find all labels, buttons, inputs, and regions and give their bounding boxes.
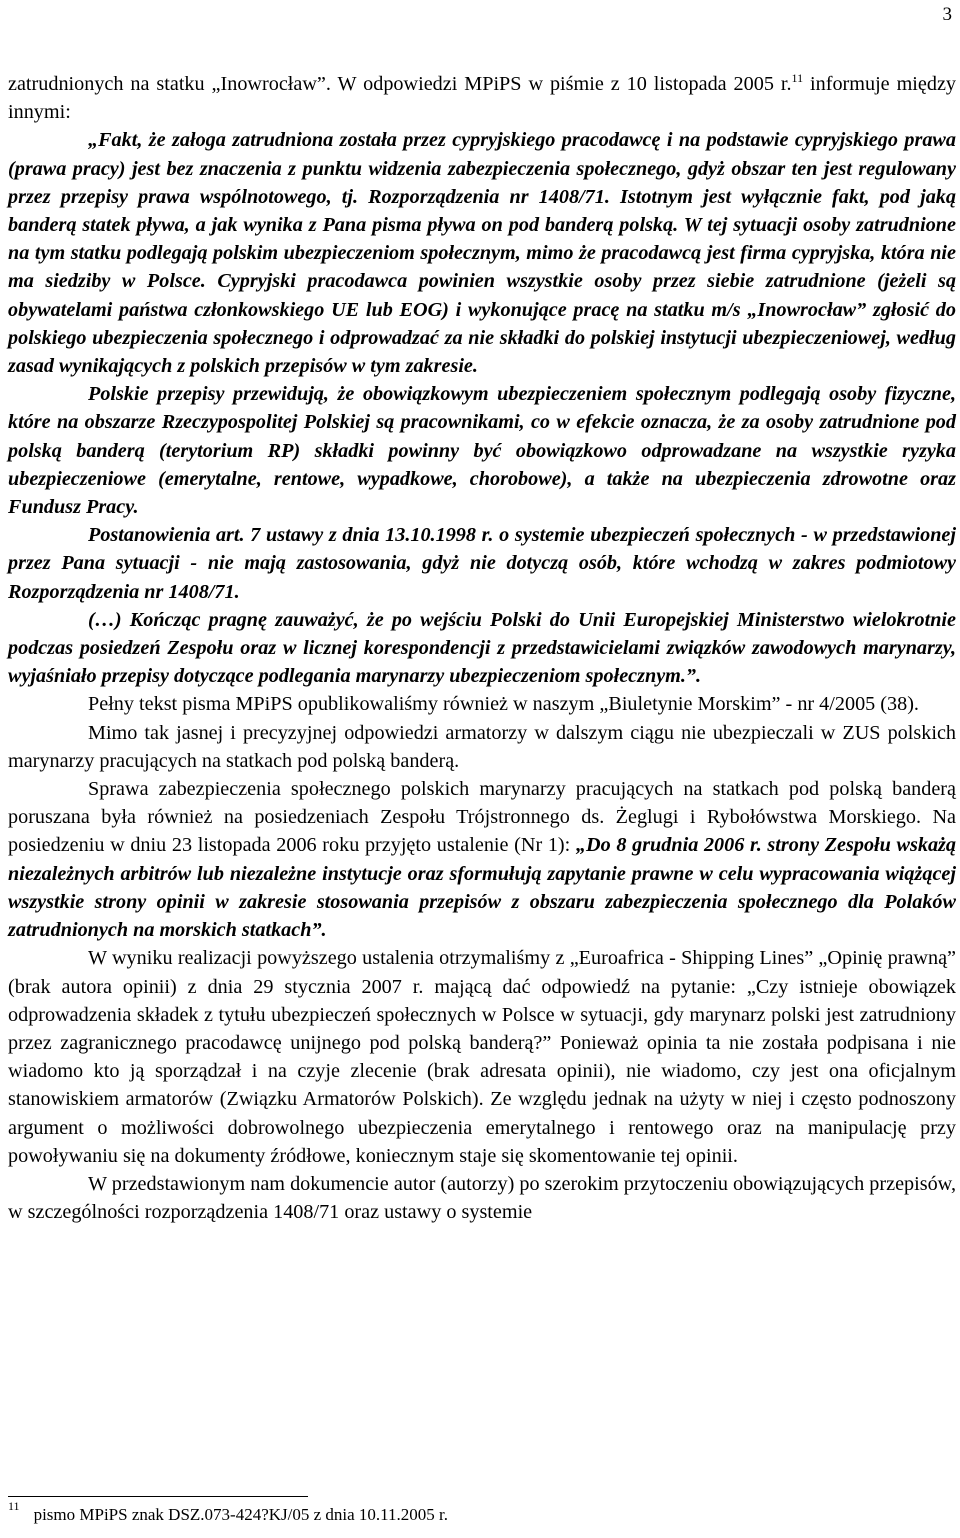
document-body: [8, 70, 956, 1226]
quoted-letter-paragraph-4: (…) Kończąc pragnę zauważyć, że po wejściu Polski do Unii Europejskiej Ministerstwo wielokrotnie podczas posiedzeń Zespołu oraz w licznej korespondencji z przedstawicielami związków zawodowych marynarzy, wyjaśniało przepisy dotyczące podlegania marynarzy ubezpieczeniom społecznym.”.: [8, 608, 956, 688]
paragraph-dokument: W przedstawionym nam dokumencie autor (autorzy) po szerokim przytoczeniu obowiązujących przepisów, w szczególności rozporządzenia 1408/71 oraz ustawy o systemie: [8, 1172, 956, 1224]
paragraph-zus: Mimo tak jasnej i precyzyjnej odpowiedzi armatorzy w dalszym ciągu nie ubezpieczali w ZUS polskich marynarzy pracujących na statkach pod polską banderą.: [8, 721, 956, 772]
quoted-letter-paragraph-1: „Fakt, że załoga zatrudniona została przez cypryjskiego pracodawcę i na podstawie cypryjskiego prawa (prawa pracy) jest bez znaczenia z punktu widzenia zabezpieczenia społecznego, gdyż obszar ten jest regulowany przez przepisy prawa wspólnotowego, tj. Rozporządzenia nr 1408/71. Istotnym jest wyłącznie fakt, pod jaką banderą statek pływa, a jak wynika z Pana pisma pływa on pod banderą polską. W tej sytuacji osoby zatrudnione na tym statku podlegają polskim ubezpieczeniom społecznym, mimo że pracodawcą jest firma cypryjska, która nie ma siedziby w Polsce. Cypryjski pracodawca powinien wszystkie osoby przez siebie zatrudnione (jeżeli są obywatelami państwa członkowskiego UE lub EOG) i wykonujące pracę na statku m/s „Inowrocław” zgłosić do polskiego ubezpieczenia społecznego i odprowadzać za nie składki do polskiej instytucji ubezpieczeniowej, według zasad wynikających z polskich przepisów w tym zakresie.: [8, 129, 956, 378]
paragraph-1-text: zatrudnionych na statku „Inowrocław”. W odpowiedzi MPiPS w piśmie z 10 listopada 2005 r.: [8, 73, 792, 95]
paragraph-1-end: informuje między innymi:: [8, 73, 956, 124]
footnote-separator: [8, 1496, 308, 1497]
quoted-letter-paragraph-3: Postanowienia art. 7 ustawy z dnia 13.10.1998 r. o systemie ubezpieczeń społecznych - w przedstawionej przez Pana sytuacji - nie mają zastosowania, gdyż nie dotyczą osób, które wchodzą w zakres podmiotowy Rozporządzenia nr 1408/71.: [8, 524, 956, 603]
paragraph-zespol: [8, 775, 956, 944]
footnote-number: 11: [8, 1499, 20, 1513]
footnote-text: pismo MPiPS znak DSZ.073-424?KJ/05 z dnia 10.11.2005 r.: [33, 1505, 449, 1524]
paragraph-biuletyn: Pełny tekst pisma MPiPS opublikowaliśmy również w naszym „Biuletynie Morskim” - nr 4/2005 (38).: [88, 693, 919, 716]
ustalenie-quote: „Do 8 grudnia 2006 r. strony Zespołu wskażą niezależnych arbitrów lub niezależne instytucje oraz sformułują zapytanie prawne w celu wypracowania wiążącej wszystkie strony opinii w zakresie stosowania przepisów z obszaru zabezpieczenia społecznego dla Polaków zatrudnionych na morskich statkach”.: [8, 834, 956, 942]
paragraph-1: [8, 70, 956, 126]
footnote: [8, 1500, 448, 1530]
paragraph-opinia: W wyniku realizacji powyższego ustalenia otrzymaliśmy z „Euroafrica - Shipping Lines” „Opinię prawną” (brak autora opinii) z dnia 29 stycznia 2007 r. mającą dać odpowiedź na pytanie: „Czy istnieje obowiązek odprowadzenia składek z tytułu ubezpieczeń społecznych w Polsce w sytuacji, gdy marynarz polski jest zatrudniony przez zagranicznego pracodawcę unijnego pod polską banderą?” Ponieważ opinia ta nie została podpisana i nie wiadomo kto ją sporządzał i na czyje zlecenie (brak adresata opinii), nie wiadomo, czy jest ona oficjalnym stanowiskiem armatorów (Związku Armatorów Polskich). Ze względu jednak na użyty w niej i często podnoszony argument o możliwości dobrowolnego ubezpieczenia emerytalnego i rentowego oraz na manipulację przy powoływaniu się na dokumenty źródłowe, koniecznym staje się skomentowanie tej opinii.: [8, 947, 956, 1167]
footnote-ref[interactable]: 11: [791, 71, 804, 85]
page-number: 3: [942, 4, 952, 25]
quoted-letter-paragraph-2: Polskie przepisy przewidują, że obowiązkowym ubezpieczeniem społecznym podlegają osoby fizyczne, które na obszarze Rzeczypospolitej Polskiej są pracownikami, co w efekcie oznacza, że za osoby zatrudnione pod polską banderą (terytorium RP) składki powinny być obowiązkowo odprowadzane na wszystkie ryzyka ubezpieczeniowe (emerytalne, rentowe, wypadkowe, chorobowe), a także na ubezpieczenia zdrowotne oraz Fundusz Pracy.: [8, 383, 956, 519]
paragraph-zespol-text: Sprawa zabezpieczenia społecznego polskich marynarzy pracujących na statkach pod polską banderą poruszana była również na posiedzeniach Zespołu Trójstronnego ds. Żeglugi i Rybołówstwa Morskiego. Na posiedzeniu w dniu 23 listopada 2006 roku przyjęto ustalenie (Nr 1):: [8, 778, 956, 857]
